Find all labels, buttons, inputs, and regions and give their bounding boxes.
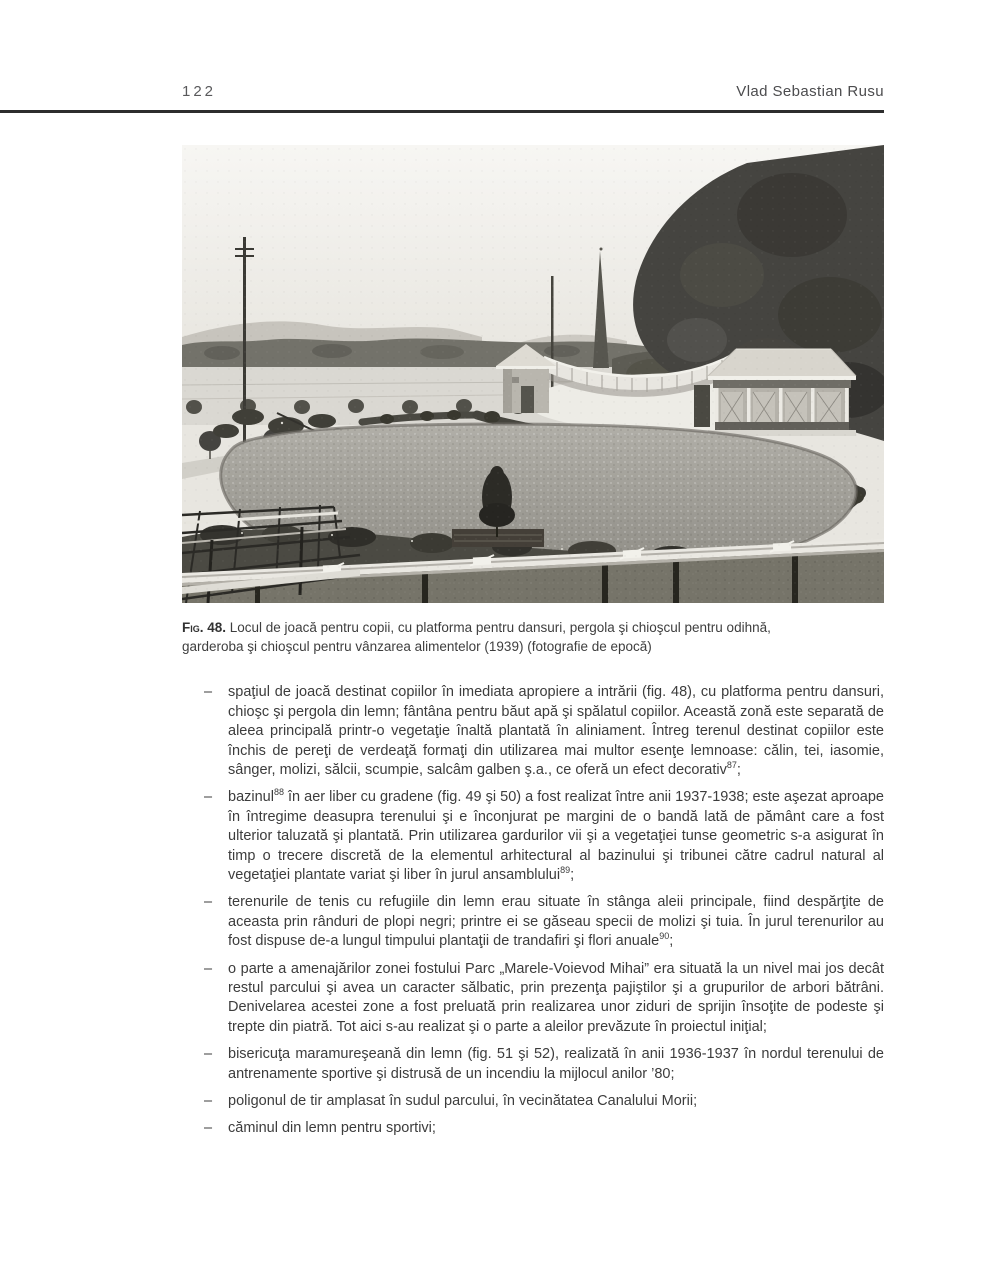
header-rule (0, 110, 884, 113)
list-item: – spaţiul de joacă destinat copiilor în imediata apropiere a intrării (fig. 48), cu platforma pentru dansuri, chioşc şi pergola din lemn; fântâna pentru băut apă şi spălatul copiilor. Această zonă este separată de aleea principală printr-o vegetaţie înaltă plantată în aliniament. Întreg terenul destinat copiilor este închis de pereţi de verdeaţă formaţi din utilizarea mai multor esenţe lemnoase: călin, tei, iasomie, sânger, molizi, sălcii, scumpie, salcâm galben ş.a., ce oferă un efect decorativ$^{87}$; (204, 684, 884, 778)
bullet-dash: – (204, 1120, 213, 1137)
running-head-author: Vlad Sebastian Rusu (736, 83, 884, 100)
park-photo-art (182, 145, 884, 603)
bullet-dash: – (204, 960, 213, 977)
figure-caption (182, 618, 782, 656)
list-item: – bisericuţa maramureşeană din lemn (fig. 51 şi 52), realizată în anii 1936-1937 în nordul terenului de antrenamente sportive şi distrusă de un incendiu la mijlocul anilor ’80; (204, 1046, 884, 1082)
bullet-dash: – (204, 894, 213, 911)
list-item: – căminul din lemn pentru sportivi; (182, 1119, 884, 1138)
list-item: – poligonul de tir amplasat în sudul parcului, în vecinătatea Canalului Morii; (182, 1092, 884, 1111)
bullet-list (182, 683, 884, 1139)
footnote-ref: 89 (560, 865, 571, 876)
park-photograph (182, 145, 884, 603)
figure-48 (182, 145, 884, 656)
body-text (182, 683, 884, 1139)
figure-caption-text: Locul de joacă pentru copii, cu platforma pentru dansuri, pergola şi chioşcul pentru odihnă, garderoba şi chioşcul pentru vânzarea alimentelor (1939) (fotografie de epocă) (182, 620, 771, 655)
figure-caption-label: Fig. 48. (182, 620, 227, 635)
footnote-ref: 87 (726, 760, 737, 771)
list-item: – bazinul$^{88}$ în aer liber cu gradene (fig. 49 şi 50) a fost realizat între anii 1937-1938; este aşezat aproape în întregime deasupra terenului şi e înconjurat pe margini de o bandă lată de pământ care a fost ulterior taluzată şi plantată. Prin utilizarea gardurilor vii şi a vegetaţiei tunse geometric s-a asigurat în timp o trecere discretă de la elementul arhitectural al bazinului şi tribunei către cadrul natural al vegetaţiei plantate variat şi liber în jurul ansamblului$^{89}$; (204, 787, 884, 883)
running-head (0, 0, 996, 99)
page-number: 122 (182, 83, 217, 100)
bullet-dash: – (204, 789, 213, 806)
footnote-ref: 90 (659, 931, 670, 942)
bullet-dash: – (204, 1093, 213, 1110)
footnote-ref: 88 (273, 787, 284, 798)
bullet-dash: – (204, 684, 213, 701)
list-item: – terenurile de tenis cu refugiile din lemn erau situate în stânga aleii principale, fiind despărţite de aceasta prin rânduri de plopi negri; printre ei se găseau specii de molizi şi tuia. În jurul terenurilor au fost dispuse de-a lungul timpului plantaţii de trandafiri şi flori anuale$^{90}$; (204, 894, 884, 950)
bullet-dash: – (204, 1046, 213, 1063)
list-item: – o parte a amenajărilor zonei fostului Parc „Marele-Voievod Mihai” era situată la un nivel mai jos decât restul parcului şi avea un caracter sălbatic, prin prezenţa pajiştilor şi a grupurilor de arbori bătrâni. Denivelarea acestei zone a fost preluată prin realizarea unor ziduri de sprijin însoţite de podeste şi trepte din piatră. Tot aici s-au realizat şi o parte a aleilor prevăzute în proiectul iniţial; (204, 960, 884, 1035)
